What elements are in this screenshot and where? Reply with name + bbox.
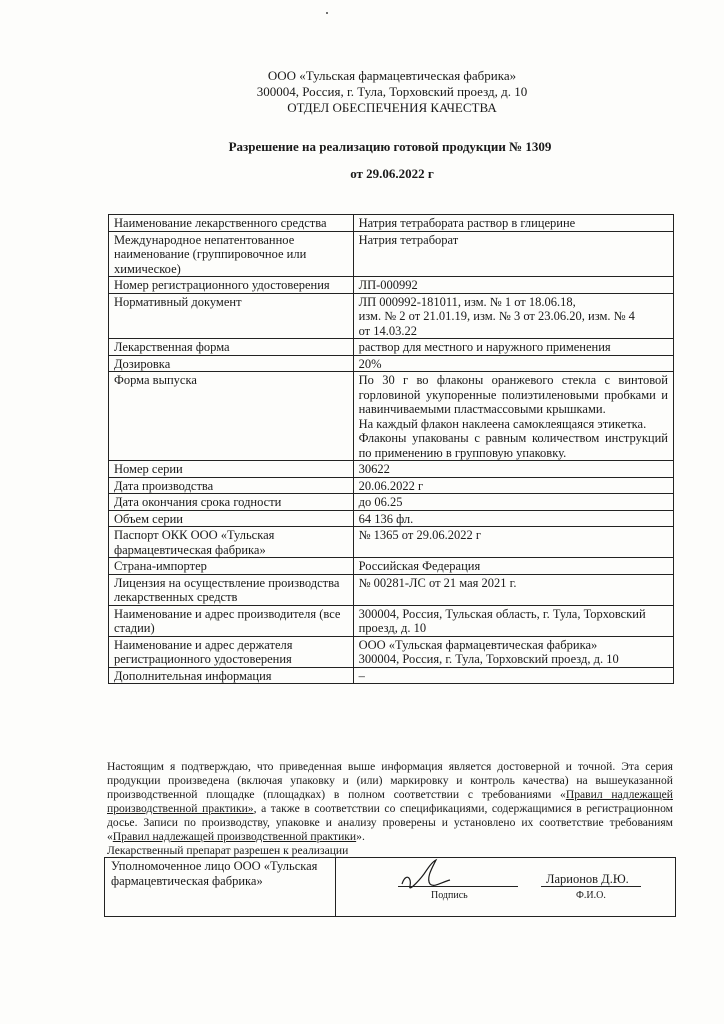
table-row xyxy=(109,355,674,372)
row-label: Форма выпуска xyxy=(109,372,354,461)
confirmation-text: ». xyxy=(356,830,365,843)
table-row xyxy=(109,574,674,605)
document-title: Разрешение на реализацию готовой продукции № 1309 xyxy=(228,139,552,154)
row-value: 300004, Россия, Тульская область, г. Тула, Торховский проезд, д. 10 xyxy=(353,605,673,636)
row-value: Натрия тетрабората раствор в глицерине xyxy=(353,215,673,232)
row-label: Нормативный документ xyxy=(109,293,354,339)
product-info-table xyxy=(108,214,674,684)
row-value: Российская Федерация xyxy=(353,558,673,575)
row-value: 30622 xyxy=(353,461,673,478)
release-paragraph: По 30 г во флаконы оранжевого стекла с винтовой горловиной укупоренные полиэтиленовыми пробками и навинчиваемыми пластмассовыми крышками. xyxy=(358,373,668,416)
name-caption: Ф.И.О. xyxy=(576,890,606,901)
organization-name: ООО «Тульская фармацевтическая фабрика» xyxy=(267,68,517,83)
table-row xyxy=(109,231,674,277)
organization-address: 300004, Россия, г. Тула, Торховский проезд, д. 10 xyxy=(256,84,528,99)
row-value xyxy=(353,372,673,461)
row-label: Объем серии xyxy=(109,510,354,527)
document-date: от 29.06.2022 г xyxy=(350,166,434,181)
row-label: Дозировка xyxy=(109,355,354,372)
row-label: Дата окончания срока годности xyxy=(109,494,354,511)
row-label: Паспорт ОКК ООО «Тульская фармацевтическая фабрика» xyxy=(109,527,354,558)
row-value xyxy=(353,636,673,667)
table-row xyxy=(109,636,674,667)
row-value: Натрия тетраборат xyxy=(353,231,673,277)
row-label: Наименование и адрес держателя регистрационного удостоверения xyxy=(109,636,354,667)
normative-line: изм. № 2 от 21.01.19, изм. № 3 от 23.06.20, изм. № 4 xyxy=(358,309,635,323)
table-row xyxy=(109,215,674,232)
row-label: Лицензия на осуществление производства лекарственных средств xyxy=(109,574,354,605)
row-label: Дополнительная информация xyxy=(109,667,354,684)
signature-table xyxy=(104,857,676,917)
table-row xyxy=(109,527,674,558)
gmp-reference: Правил надлежащей производственной практики» xyxy=(107,788,673,815)
row-label: Международное непатентованное наименование (группировочное или химическое) xyxy=(109,231,354,277)
table-row xyxy=(109,477,674,494)
table-row xyxy=(109,372,674,461)
authorized-person: Уполномоченное лицо ООО «Тульская фармацевтическая фабрика» xyxy=(105,858,336,917)
row-value: 64 136 фл. xyxy=(353,510,673,527)
scan-speck xyxy=(326,12,328,14)
row-label: Наименование и адрес производителя (все стадии) xyxy=(109,605,354,636)
table-row xyxy=(109,605,674,636)
table-row xyxy=(109,461,674,478)
row-value: № 00281-ЛС от 21 мая 2021 г. xyxy=(353,574,673,605)
confirmation-text: , а также в соответствии со спецификациями, содержащимися в регистрационном досье. Записи по производству, упаковке и анализу проверены и установлено их соответствие требованиям « xyxy=(107,802,673,843)
letterhead xyxy=(0,68,724,116)
confirmation-statement xyxy=(107,760,673,844)
row-label: Страна-импортер xyxy=(109,558,354,575)
table-row xyxy=(109,293,674,339)
row-value xyxy=(353,293,673,339)
name-line xyxy=(541,886,641,887)
signature-caption: Подпись xyxy=(431,890,468,901)
row-value: № 1365 от 29.06.2022 г xyxy=(353,527,673,558)
signature-block xyxy=(336,858,676,917)
confirmation-text: Настоящим я подтверждаю, что приведенная выше информация является достоверной и точной. Эта серия продукции произведена (включая упаковку и (или) маркировку и контроль качества) на вышеуказанной производственной площадке (площадках) в полном соответствии с требованиями « xyxy=(107,760,673,801)
row-label: Номер серии xyxy=(109,461,354,478)
row-label: Номер регистрационного удостоверения xyxy=(109,277,354,294)
row-label: Дата производства xyxy=(109,477,354,494)
table-row xyxy=(109,667,674,684)
table-row xyxy=(109,558,674,575)
signer-name: Ларионов Д.Ю. xyxy=(546,872,629,886)
row-value: – xyxy=(353,667,673,684)
table-row xyxy=(109,339,674,356)
row-label: Лекарственная форма xyxy=(109,339,354,356)
table-row xyxy=(109,494,674,511)
release-paragraph: Флаконы упакованы с равным количеством инструкций по применению в групповую упаковку. xyxy=(358,431,668,460)
release-paragraph: На каждый флакон наклеена самоклеящаяся этикетка. xyxy=(358,416,647,431)
row-value: ЛП-000992 xyxy=(353,277,673,294)
holder-name: ООО «Тульская фармацевтическая фабрика» xyxy=(358,637,598,652)
table-row xyxy=(109,510,674,527)
row-value: 20.06.2022 г xyxy=(353,477,673,494)
table-row xyxy=(109,277,674,294)
row-value: 20% xyxy=(353,355,673,372)
row-value: раствор для местного и наружного применения xyxy=(353,339,673,356)
row-label: Наименование лекарственного средства xyxy=(109,215,354,232)
row-value: до 06.25 xyxy=(353,494,673,511)
holder-address: 300004, Россия, г. Тула, Торховский проезд, д. 10 xyxy=(358,652,619,666)
signature-line xyxy=(398,886,518,887)
normative-line: ЛП 000992-181011, изм. № 1 от 18.06.18, xyxy=(358,294,576,309)
release-permission: Лекарственный препарат разрешен к реализации xyxy=(107,844,349,857)
normative-line: от 14.03.22 xyxy=(358,323,418,338)
gmp-reference: Правил надлежащей производственной практики xyxy=(112,830,357,843)
department-name: ОТДЕЛ ОБЕСПЕЧЕНИЯ КАЧЕСТВА xyxy=(287,100,497,115)
